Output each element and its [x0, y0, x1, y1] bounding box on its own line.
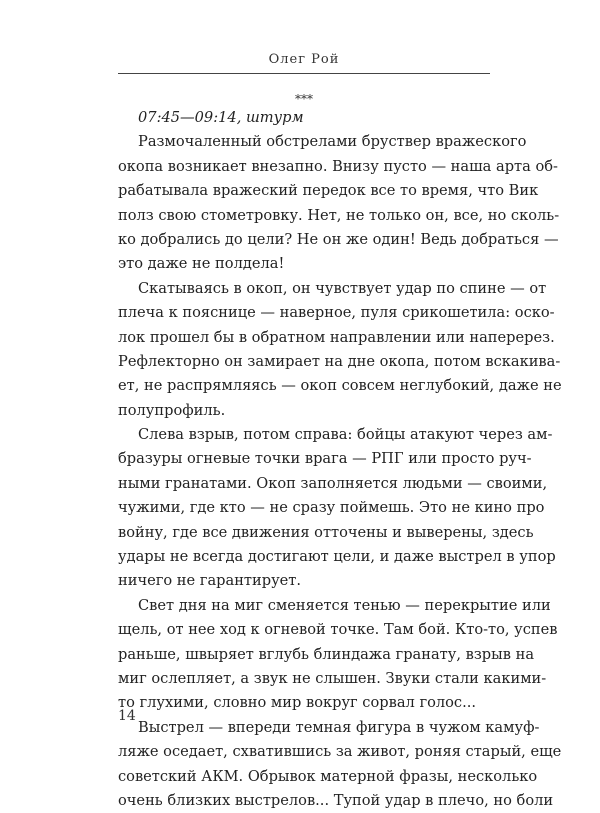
text-line: полупрофиль. — [118, 401, 226, 419]
text-line: Скатываясь в окоп, он чувствует удар по спине — от — [138, 279, 547, 297]
text-line: Рефлекторно он замирает на дне окопа, потом вскакива- — [118, 352, 561, 370]
text-line: Выстрел — впереди темная фигура в чужом камуф- — [138, 718, 540, 736]
paragraph — [118, 594, 558, 716]
body-text — [118, 106, 562, 813]
paragraph — [118, 277, 562, 423]
text-line: раньше, швыряет вглубь блиндажа гранату, взрыв на — [118, 645, 535, 663]
text-line: Слева взрыв, потом справа: бойцы атакуют через ам- — [138, 426, 553, 444]
text-line: щель, от нее ход к огневой точке. Там бой. Кто-то, успев — [118, 621, 558, 639]
text-line: плеча к пояснице — наверное, пуля срикошетила: оско- — [118, 304, 555, 322]
text-line: ничего не гарантирует. — [118, 572, 302, 590]
paragraph — [118, 423, 556, 594]
text-line: полз свою стометровку. Нет, не только он, все, но сколь- — [118, 206, 560, 224]
running-head-author: Олег Рой — [268, 52, 340, 67]
paragraph — [118, 130, 560, 276]
text-line: советский АКМ. Обрывок матерной фразы, несколько — [118, 767, 538, 785]
paragraph — [118, 716, 562, 813]
text-line: миг ослепляет, а звук не слышен. Звуки стали какими- — [118, 669, 547, 687]
text-line: ляже оседает, схватившись за живот, роняя старый, еще — [118, 743, 562, 761]
text-line: окопа возникает внезапно. Внизу пусто — наша арта об- — [118, 157, 558, 175]
text-line: очень близких выстрелов... Тупой удар в плечо, но боли — [118, 791, 554, 809]
text-line: ко добрались до цели? Не он же один! Ведь добраться — — [118, 230, 559, 248]
text-line: чужими, где кто — не сразу поймешь. Это не кино про — [118, 499, 545, 517]
text-line: Размочаленный обстрелами бруствер вражеского — [138, 133, 527, 151]
paragraphs — [118, 130, 562, 813]
text-line: ными гранатами. Окоп заполняется людьми — своими, — [118, 474, 548, 492]
section-separator: *** — [295, 92, 313, 106]
section-heading: 07:45—09:14, штурм — [138, 109, 304, 126]
text-line: войну, где все движения отточены и выверены, здесь — [118, 523, 534, 541]
text-line: рабатывала вражеский передок все то время, что Вик — [118, 182, 539, 200]
text-line: то глухими, словно мир вокруг сорвал голос... — [118, 694, 477, 712]
text-line: это даже не полдела! — [118, 255, 285, 273]
page-number: 14 — [118, 708, 136, 724]
text-line: лок прошел бы в обратном направлении или наперерез. — [118, 328, 555, 346]
text-line: ет, не распрямляясь — окоп совсем неглубокий, даже не — [118, 377, 562, 395]
header-rule — [118, 73, 490, 74]
text-line: удары не всегда достигают цели, и даже выстрел в упор — [118, 548, 556, 566]
text-line: Свет дня на миг сменяется тенью — перекрытие или — [138, 596, 551, 614]
text-line: бразуры огневые точки врага — РПГ или просто руч- — [118, 450, 532, 468]
